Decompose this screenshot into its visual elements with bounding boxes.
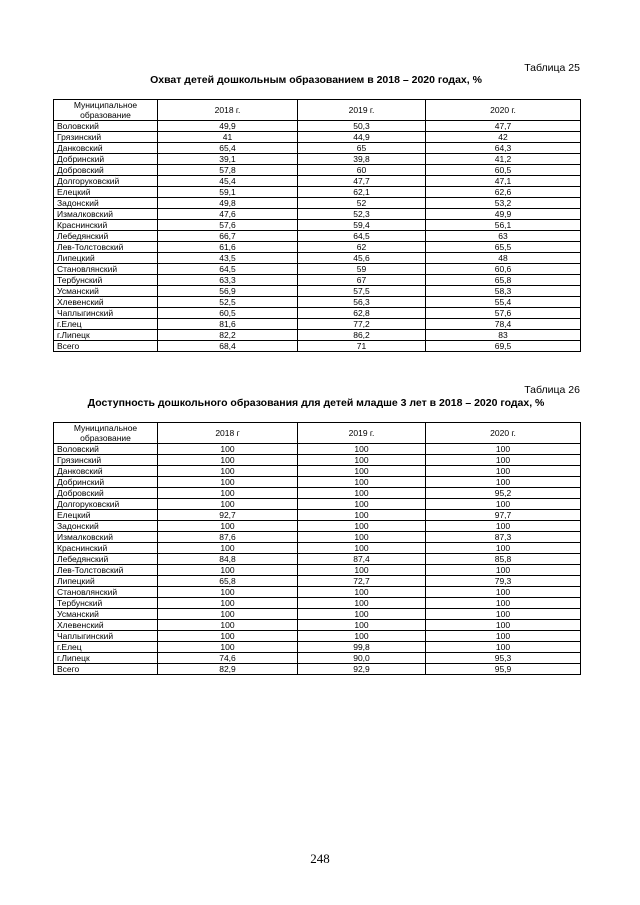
municipality-cell: г.Елец [54, 319, 158, 330]
municipality-cell: Липецкий [54, 253, 158, 264]
municipality-cell: Данковский [54, 143, 158, 154]
table-row [54, 176, 581, 187]
value-cell: 86,2 [298, 330, 426, 341]
value-cell: 65,8 [426, 275, 581, 286]
table-row [54, 631, 581, 642]
value-cell: 100 [426, 565, 581, 576]
header-2018: 2018 г. [158, 100, 298, 121]
value-cell: 100 [426, 477, 581, 488]
municipality-cell: Тербунский [54, 275, 158, 286]
value-cell: 92,7 [158, 510, 298, 521]
value-cell: 63 [426, 231, 581, 242]
value-cell: 100 [298, 466, 426, 477]
table-row [54, 598, 581, 609]
municipality-cell: Лев-Толстовский [54, 565, 158, 576]
value-cell: 100 [298, 565, 426, 576]
value-cell: 78,4 [426, 319, 581, 330]
header-municipality: Муниципальное образование [54, 100, 158, 121]
table-row [54, 242, 581, 253]
value-cell: 48 [426, 253, 581, 264]
table-row [54, 165, 581, 176]
value-cell: 63,3 [158, 275, 298, 286]
municipality-cell: г.Липецк [54, 330, 158, 341]
value-cell: 99,8 [298, 642, 426, 653]
value-cell: 100 [298, 488, 426, 499]
value-cell: 61,6 [158, 242, 298, 253]
value-cell: 56,9 [158, 286, 298, 297]
header-2019: 2019 г. [298, 423, 426, 444]
municipality-cell: Тербунский [54, 598, 158, 609]
municipality-cell: г.Елец [54, 642, 158, 653]
value-cell: 95,2 [426, 488, 581, 499]
municipality-cell: Чаплыгинский [54, 308, 158, 319]
value-cell: 72,7 [298, 576, 426, 587]
municipality-cell: Всего [54, 341, 158, 352]
table-26-header-row [54, 423, 581, 444]
value-cell: 100 [298, 543, 426, 554]
value-cell: 95,3 [426, 653, 581, 664]
value-cell: 57,8 [158, 165, 298, 176]
municipality-cell: Добровский [54, 488, 158, 499]
table-row [54, 132, 581, 143]
value-cell: 66,7 [158, 231, 298, 242]
table-25-header-row [54, 100, 581, 121]
value-cell: 71 [298, 341, 426, 352]
value-cell: 100 [426, 521, 581, 532]
table-row [54, 187, 581, 198]
value-cell: 100 [298, 455, 426, 466]
municipality-cell: Всего [54, 664, 158, 675]
value-cell: 100 [426, 455, 581, 466]
municipality-cell: г.Липецк [54, 653, 158, 664]
value-cell: 92,9 [298, 664, 426, 675]
value-cell: 47,7 [298, 176, 426, 187]
value-cell: 67 [298, 275, 426, 286]
header-municipality: Муниципальное образование [54, 423, 158, 444]
table-row [54, 286, 581, 297]
value-cell: 100 [298, 587, 426, 598]
municipality-cell: Добринский [54, 477, 158, 488]
header-2020: 2020 г. [426, 100, 581, 121]
municipality-cell: Воловский [54, 121, 158, 132]
value-cell: 64,5 [158, 264, 298, 275]
value-cell: 85,8 [426, 554, 581, 565]
value-cell: 57,6 [158, 220, 298, 231]
value-cell: 52 [298, 198, 426, 209]
value-cell: 39,8 [298, 154, 426, 165]
value-cell: 59 [298, 264, 426, 275]
value-cell: 55,4 [426, 297, 581, 308]
table-row [54, 455, 581, 466]
value-cell: 49,9 [426, 209, 581, 220]
municipality-cell: Лебедянский [54, 231, 158, 242]
value-cell: 45,6 [298, 253, 426, 264]
value-cell: 62 [298, 242, 426, 253]
table-row [54, 587, 581, 598]
value-cell: 83 [426, 330, 581, 341]
table-25-label: Таблица 25 [524, 62, 580, 74]
table-26 [53, 422, 581, 675]
municipality-cell: Задонский [54, 521, 158, 532]
value-cell: 64,3 [426, 143, 581, 154]
value-cell: 59,4 [298, 220, 426, 231]
value-cell: 100 [426, 466, 581, 477]
table-row [54, 532, 581, 543]
table-row [54, 341, 581, 352]
value-cell: 39,1 [158, 154, 298, 165]
municipality-cell: Грязинский [54, 132, 158, 143]
value-cell: 100 [426, 642, 581, 653]
table-row [54, 609, 581, 620]
value-cell: 100 [298, 510, 426, 521]
value-cell: 100 [158, 598, 298, 609]
municipality-cell: Измалковский [54, 209, 158, 220]
value-cell: 60,5 [426, 165, 581, 176]
value-cell: 62,6 [426, 187, 581, 198]
value-cell: 100 [158, 477, 298, 488]
value-cell: 100 [158, 631, 298, 642]
value-cell: 69,5 [426, 341, 581, 352]
value-cell: 77,2 [298, 319, 426, 330]
value-cell: 100 [298, 598, 426, 609]
value-cell: 100 [298, 499, 426, 510]
table-row [54, 297, 581, 308]
table-row [54, 231, 581, 242]
value-cell: 65,4 [158, 143, 298, 154]
value-cell: 100 [426, 543, 581, 554]
value-cell: 65 [298, 143, 426, 154]
value-cell: 100 [426, 499, 581, 510]
value-cell: 87,4 [298, 554, 426, 565]
value-cell: 58,3 [426, 286, 581, 297]
table-row [54, 209, 581, 220]
value-cell: 100 [298, 631, 426, 642]
value-cell: 59,1 [158, 187, 298, 198]
municipality-cell: Лев-Толстовский [54, 242, 158, 253]
municipality-cell: Грязинский [54, 455, 158, 466]
value-cell: 62,8 [298, 308, 426, 319]
value-cell: 100 [426, 444, 581, 455]
table-row [54, 488, 581, 499]
table-row [54, 499, 581, 510]
table-row [54, 642, 581, 653]
table-25 [53, 99, 581, 352]
municipality-cell: Становлянский [54, 587, 158, 598]
table-row [54, 264, 581, 275]
table-26-body [54, 444, 581, 675]
table-25-body [54, 121, 581, 352]
municipality-cell: Хлевенский [54, 297, 158, 308]
value-cell: 100 [158, 620, 298, 631]
municipality-cell: Задонский [54, 198, 158, 209]
table-row [54, 444, 581, 455]
value-cell: 47,6 [158, 209, 298, 220]
municipality-cell: Лебедянский [54, 554, 158, 565]
value-cell: 41,2 [426, 154, 581, 165]
municipality-cell: Долгоруковский [54, 499, 158, 510]
table-row [54, 576, 581, 587]
value-cell: 68,4 [158, 341, 298, 352]
page-number: 248 [310, 851, 330, 866]
value-cell: 65,5 [426, 242, 581, 253]
value-cell: 100 [158, 565, 298, 576]
value-cell: 100 [158, 466, 298, 477]
value-cell: 74,6 [158, 653, 298, 664]
header-2020: 2020 г. [426, 423, 581, 444]
municipality-cell: Измалковский [54, 532, 158, 543]
municipality-cell: Добровский [54, 165, 158, 176]
value-cell: 60,6 [426, 264, 581, 275]
value-cell: 100 [298, 521, 426, 532]
value-cell: 56,3 [298, 297, 426, 308]
table-25-title: Охват детей дошкольным образованием в 2018 – 2020 годах, % [150, 74, 482, 86]
municipality-cell: Добринский [54, 154, 158, 165]
table-row [54, 220, 581, 231]
value-cell: 50,3 [298, 121, 426, 132]
value-cell: 100 [298, 609, 426, 620]
table-row [54, 510, 581, 521]
table-row [54, 308, 581, 319]
value-cell: 82,9 [158, 664, 298, 675]
value-cell: 53,2 [426, 198, 581, 209]
value-cell: 100 [426, 598, 581, 609]
value-cell: 100 [158, 488, 298, 499]
value-cell: 100 [298, 532, 426, 543]
value-cell: 79,3 [426, 576, 581, 587]
municipality-cell: Воловский [54, 444, 158, 455]
municipality-cell: Хлевенский [54, 620, 158, 631]
value-cell: 42 [426, 132, 581, 143]
value-cell: 87,6 [158, 532, 298, 543]
value-cell: 82,2 [158, 330, 298, 341]
value-cell: 97,7 [426, 510, 581, 521]
table-row [54, 653, 581, 664]
municipality-cell: Елецкий [54, 187, 158, 198]
value-cell: 100 [158, 642, 298, 653]
value-cell: 45,4 [158, 176, 298, 187]
table-row [54, 565, 581, 576]
table-row [54, 253, 581, 264]
municipality-cell: Усманский [54, 286, 158, 297]
value-cell: 100 [426, 631, 581, 642]
table-row [54, 466, 581, 477]
municipality-cell: Елецкий [54, 510, 158, 521]
value-cell: 87,3 [426, 532, 581, 543]
value-cell: 100 [158, 587, 298, 598]
value-cell: 84,8 [158, 554, 298, 565]
municipality-cell: Становлянский [54, 264, 158, 275]
value-cell: 52,5 [158, 297, 298, 308]
value-cell: 62,1 [298, 187, 426, 198]
municipality-cell: Данковский [54, 466, 158, 477]
value-cell: 100 [426, 587, 581, 598]
value-cell: 44,9 [298, 132, 426, 143]
table-row [54, 521, 581, 532]
value-cell: 100 [158, 543, 298, 554]
table-row [54, 121, 581, 132]
value-cell: 49,8 [158, 198, 298, 209]
municipality-cell: Липецкий [54, 576, 158, 587]
value-cell: 81,6 [158, 319, 298, 330]
table-row [54, 198, 581, 209]
value-cell: 52,3 [298, 209, 426, 220]
table-row [54, 477, 581, 488]
value-cell: 90,0 [298, 653, 426, 664]
value-cell: 100 [158, 521, 298, 532]
header-2018: 2018 г [158, 423, 298, 444]
table-row [54, 543, 581, 554]
value-cell: 95,9 [426, 664, 581, 675]
value-cell: 57,6 [426, 308, 581, 319]
value-cell: 47,7 [426, 121, 581, 132]
value-cell: 100 [158, 444, 298, 455]
value-cell: 100 [158, 609, 298, 620]
header-2019: 2019 г. [298, 100, 426, 121]
value-cell: 100 [298, 620, 426, 631]
table-26-label: Таблица 26 [524, 384, 580, 396]
municipality-cell: Краснинский [54, 220, 158, 231]
value-cell: 60,5 [158, 308, 298, 319]
table-row [54, 620, 581, 631]
value-cell: 47,1 [426, 176, 581, 187]
municipality-cell: Долгоруковский [54, 176, 158, 187]
value-cell: 60 [298, 165, 426, 176]
value-cell: 100 [158, 455, 298, 466]
table-row [54, 319, 581, 330]
value-cell: 57,5 [298, 286, 426, 297]
table-row [54, 330, 581, 341]
value-cell: 100 [298, 444, 426, 455]
municipality-cell: Усманский [54, 609, 158, 620]
value-cell: 100 [298, 477, 426, 488]
value-cell: 100 [426, 620, 581, 631]
value-cell: 65,8 [158, 576, 298, 587]
table-row [54, 554, 581, 565]
value-cell: 49,9 [158, 121, 298, 132]
table-row [54, 154, 581, 165]
table-row [54, 275, 581, 286]
value-cell: 56,1 [426, 220, 581, 231]
value-cell: 64,5 [298, 231, 426, 242]
value-cell: 100 [158, 499, 298, 510]
value-cell: 100 [426, 609, 581, 620]
value-cell: 43,5 [158, 253, 298, 264]
table-26-title: Доступность дошкольного образования для детей младше 3 лет в 2018 – 2020 годах, % [87, 397, 545, 409]
municipality-cell: Чаплыгинский [54, 631, 158, 642]
municipality-cell: Краснинский [54, 543, 158, 554]
table-row [54, 143, 581, 154]
table-row [54, 664, 581, 675]
value-cell: 41 [158, 132, 298, 143]
